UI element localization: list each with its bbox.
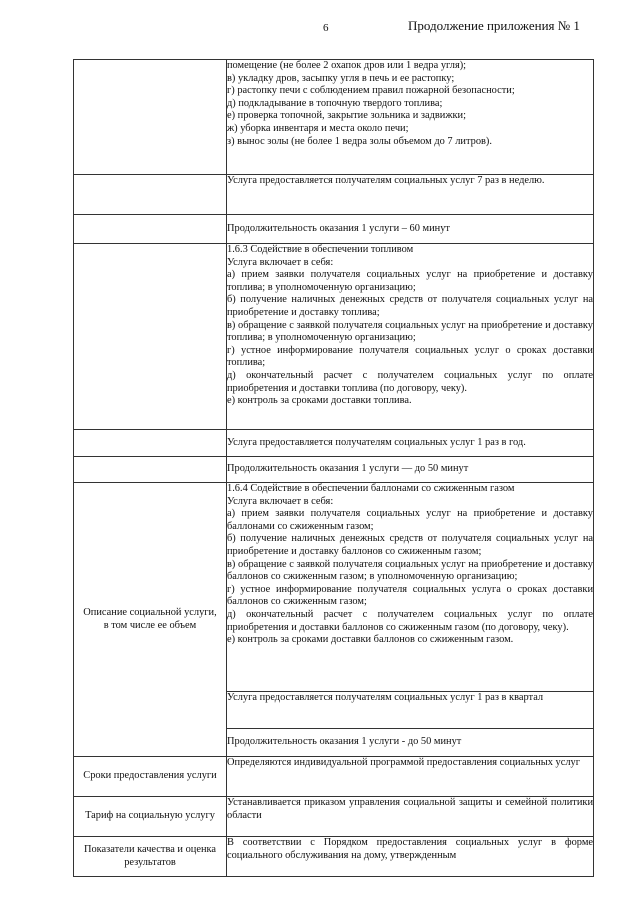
list-item: б) получение наличных денежных средств от получателя социальных услуг на приобретение и доставку баллонов со сжиженным газом; — [227, 533, 593, 557]
empty-left-cell — [74, 430, 227, 457]
list-item: Услуга включает в себя: — [227, 495, 334, 507]
frequency-1-per-year: Услуга предоставляется получателям социальных услуг 1 раз в год. — [227, 430, 594, 457]
duration-60-min: Продолжительность оказания 1 услуги – 60 минут — [227, 215, 594, 244]
list-item: а) прием заявки получателя социальных услуг на приобретение и доставку баллонами со сжиженным газом; — [227, 508, 593, 532]
list-item: е) контроль за сроками доставки баллонов со сжиженным газом. — [227, 634, 514, 646]
quality-label: Показатели качества и оценка результатов — [83, 843, 217, 868]
empty-left-cell — [74, 175, 227, 215]
section-heading: 1.6.3 Содействие в обеспечении топливом — [227, 244, 414, 255]
list-item: г) устное информирование получателя социальных услуг о сроках доставки топлива; — [227, 344, 593, 369]
tariff-label: Тариф на социальную услугу — [85, 810, 215, 822]
description-label-cell — [74, 483, 227, 757]
description-label: Описание социальной услуги, в том числе ее объем — [83, 606, 217, 631]
list-item: д) окончательный расчет с получателем социальных услуг по оплате приобретения и доставки топлива (по договору, чеку). — [227, 369, 593, 394]
list-item: е) проверка топочной, закрытие зольника и задвижки; — [227, 110, 466, 122]
page-number: 6 — [323, 22, 329, 34]
section-heading: 1.6.4 Содействие в обеспечении баллонами со сжиженным газом — [227, 483, 515, 494]
appendix-title: Продолжение приложения № 1 — [408, 18, 580, 33]
gas-service-cell — [227, 483, 594, 692]
terms-label: Сроки предоставления услуги — [83, 770, 217, 782]
list-item: в) обращение с заявкой получателя социальных услуг на приобретение и доставку баллонов со сжиженным газом; в уполномоченную организацию; — [227, 558, 593, 583]
tariff-label-cell — [74, 797, 227, 837]
empty-left-cell — [74, 244, 227, 430]
terms-label-cell — [74, 757, 227, 797]
duration-50-min: Продолжительность оказания 1 услуги — до 50 минут — [227, 457, 594, 483]
list-item: б) получение наличных денежных средств от получателя социальных услуг на приобретение и доставку топлива; — [227, 294, 593, 318]
terms-value: Определяются индивидуальной программой предоставления социальных услуг — [227, 757, 594, 797]
list-item: е) контроль за сроками доставки топлива. — [227, 395, 412, 407]
empty-left-cell — [74, 60, 227, 175]
empty-left-cell — [74, 215, 227, 244]
list-item: Услуга включает в себя: — [227, 256, 334, 268]
empty-left-cell — [74, 457, 227, 483]
tariff-value: Устанавливается приказом управления социальной защиты и семейной политики области — [227, 797, 594, 837]
quality-label-cell — [74, 837, 227, 877]
duration-50-min-gas: Продолжительность оказания 1 услуги - до 50 минут — [227, 729, 594, 757]
list-item: ж) уборка инвентаря и места около печи; — [227, 122, 409, 134]
list-item: д) окончательный расчет с получателем социальных услуг по оплате приобретения и доставки баллонов со сжиженным газом (по договору, чеку). — [227, 608, 593, 633]
list-item: а) прием заявки получателя социальных услуг на приобретение и доставку топлива; в уполномоченную организацию; — [227, 269, 593, 293]
list-item: з) вынос золы (не более 1 ведра золы объемом до 7 литров). — [227, 135, 492, 147]
list-item: г) устное информирование получателя социальных услуга о сроках доставки баллонов со сжиженным газом; — [227, 583, 593, 608]
furnace-steps-cell — [227, 60, 594, 175]
frequency-1-per-quarter: Услуга предоставляется получателям социальных услуг 1 раз в квартал — [227, 692, 594, 729]
frequency-7-per-week: Услуга предоставляется получателям социальных услуг 7 раз в неделю. — [227, 175, 594, 215]
fuel-service-cell — [227, 244, 594, 430]
list-item: в) укладку дров, засыпку угля в печь и ее растопку; — [227, 72, 455, 84]
list-item: в) обращение с заявкой получателя социальных услуг на приобретение и доставку топлива; в уполномоченную организацию; — [227, 319, 593, 344]
list-item: д) подкладывание в топочную твердого топлива; — [227, 97, 443, 109]
services-table — [73, 59, 594, 877]
quality-value: В соответствии с Порядком предоставления социальных услуг в форме социального обслуживания на дому, утвержденным — [227, 837, 594, 877]
list-item: г) растопку печи с соблюдением правил пожарной безопасности; — [227, 85, 515, 97]
list-item: помещение (не более 2 охапок дров или 1 ведра угля); — [227, 60, 467, 71]
